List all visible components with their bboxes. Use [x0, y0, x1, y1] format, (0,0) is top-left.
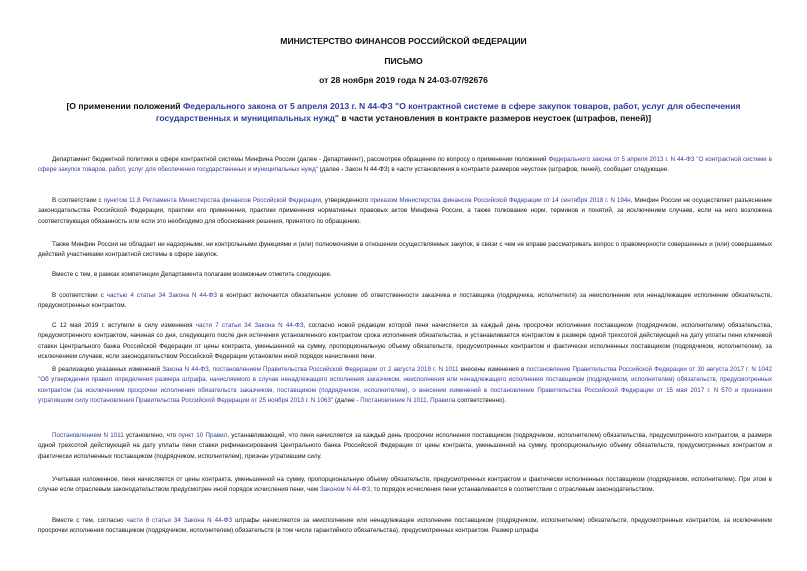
document-date-number: от 28 ноября 2019 года N 24-03-07/92676 [319, 75, 488, 85]
article-34-part-4-link[interactable]: частью 4 статьи 34 Закона N 44-ФЗ [106, 292, 218, 299]
rules-item-10-link[interactable]: пункт 10 Правил [178, 432, 228, 439]
document-type: ПИСЬМО [384, 56, 423, 66]
law-44fz-ref-link[interactable]: Законом N 44-ФЗ [319, 486, 371, 494]
regulation-link[interactable]: пунктом 11.8 Регламента Министерства финансов Российской Федерации [103, 197, 322, 204]
order-194n-link[interactable]: приказом Министерства финансов Российской Федерации от 14 сентября 2018 г. N 194н [370, 197, 631, 204]
document-title: [О применении положений Федерального закона от 5 апреля 2013 г. N 44-ФЗ "О контрактной системе в сфере закупок товаров, работ, услуг для обеспечения государственных и муниципальных нужд" в части установления в контракте размеров неустоек (штрафов, пеней)] [66, 101, 741, 123]
resolution-1011-ref-link[interactable]: Постановлением N 1011 [52, 432, 124, 439]
resolution-1011-link[interactable]: постановлением Правительства Российской Федерации от 2 августа 2019 г. N 1011 [212, 366, 459, 373]
paragraph-8: Постановлением N 1011 установлено, что пункт 10 Правил, устанавливающий, что пеня начисляется за каждый день просрочки исполнения поставщиком (подрядчиком, исполнителем) обязательства, предусмотренного контрактом, в размере одной трехсотой действующей на дату уплаты пени ставки рефинансирования Центрального банка Российской Федерации от цены контракта, уменьшенной на сумму, пропорциональную объему обязательств, предусмотренных контрактом и фактически исполненных поставщиком (подрядчиком, исполнителем), признан утратившим силу. [38, 432, 772, 460]
paragraph-6: С 12 мая 2019 г. вступили в силу изменения части 7 статьи 34 Закона N 44-ФЗ, согласно новой редакции которой пеня начисляется за каждый день просрочки исполнения поставщиком (подрядчиком, исполнителем) обязательства, предусмотренного контрактом, начиная со дня, следующего после дня истечения установленного контрактом срока исполнения обязательства, и устанавливается контрактом в размере одной трехсотой действующей на дату уплаты пени ключевой ставки Центрального банка Российской Федерации от цены контракта, уменьшенной на сумму, пропорциональную объему обязательств, предусмотренных контрактом и фактически исполненных поставщиком (подрядчиком, исполнителем), за исключением случаев, если законодательством Российской Федерации установлен иной порядок начисления пени. [38, 322, 772, 360]
paragraph-3: Также Минфин России не обладает ни надзорными, ни контрольными функциями и (или) полномочиями в отношении осуществляемых закупок, в связи с чем не вправе рассматривать вопрос о правомерности совершенных и (или) совершаемых действий участниками контрактной системы в сфере закупок. [38, 241, 772, 259]
ministry-heading: МИНИСТЕРСТВО ФИНАНСОВ РОССИЙСКОЙ ФЕДЕРАЦИИ [280, 36, 527, 46]
paragraph-5: В соответствии с частью 4 статьи 34 Закона N 44-ФЗ в контракт включается обязательное условие об ответственности заказчика и поставщика (подрядчика, исполнителя) за неисполнение или ненадлежащее исполнение обязательств, предусмотренных контрактом. [38, 292, 772, 310]
article-34-part-7-link[interactable]: части 7 статьи 34 Закона N 44-ФЗ [195, 322, 304, 329]
paragraph-1: Департамент бюджетной политики в сфере контрактной системы Минфина России (далее - Департамент), рассмотрев обращение по вопросу о применении положений Федерального закона от 5 апреля 2013 г. N 44-ФЗ "О контрактной системе в сфере закупок товаров, работ, услуг для обеспечения государственных и муниципальных нужд" (далее - Закон N 44-ФЗ) в части установления в контракте размеров неустоек (штрафов, пеней), сообщает следующее. [38, 156, 772, 174]
article-34-part-8-link[interactable]: части 8 статьи 34 Закона N 44-ФЗ [126, 517, 233, 524]
paragraph-2: В соответствии с пунктом 11.8 Регламента Министерства финансов Российской Федерации, утвержденного приказом Министерства финансов Российской Федерации от 14 сентября 2018 г. N 194н, Минфин России не осуществляет разъяснение законодательства Российской Федерации, практики его применения, практики применения нормативных правовых актов Минфина России, а также толкование норм, терминов и понятий, за исключением случаев, если на него возложена соответствующая обязанность или если это необходимо для обоснования решения, принятого по обращению. [38, 197, 773, 225]
rules-link[interactable]: Правила [430, 396, 456, 404]
law-44fz-short-link[interactable]: Закона N 44-ФЗ [162, 366, 209, 373]
paragraph-7: В реализацию указанных изменений Закона N 44-ФЗ, постановлением Правительства Российской Федерации от 2 августа 2019 г. N 1011 внесены изменения в постановление Правительства Российской Федерации от 30 августа 2017 г. N 1042 "Об утверждении правил определения размера штрафа, начисляемого в случае ненадлежащего исполнения заказчиком, неисполнения или ненадлежащего исполнения поставщиком (подрядчиком, исполнителем) обязательств, предусмотренных контрактом (за исключением просрочки исполнения обязательств заказчиком, поставщиком (подрядчиком, исполнителем), о внесении изменений в постановление Правительства Российской Федерации от 15 мая 2017 г. N 570 и признании утратившим силу постановления Правительства Российской Федерации от 25 ноября 2013 г. N 1063" (далее - Постановление N 1011, Правила соответственно). [38, 366, 772, 404]
paragraph-10: Вместе с тем, согласно части 8 статьи 34 Закона N 44-ФЗ штрафы начисляются за неисполнение или ненадлежащее исполнение поставщиком (подрядчиком, исполнителем) обязательств, предусмотренных контрактом, за исключением просрочки исполнения поставщиком (подрядчиком, исполнителем) обязательств (в том числе гарантийного обязательства), предусмотренных контрактом. Размер штрафа [38, 517, 772, 535]
law-44fz-link[interactable]: Федерального закона от 5 апреля 2013 г. N 44-ФЗ "О контрактной системе в сфере закупок товаров, работ, услуг для обеспечения государственных и муниципальных нужд" [38, 156, 772, 174]
resolution-1042-link[interactable]: постановление Правительства Российской Федерации от 30 августа 2017 г. N 1042 "Об утверждении правил определения размера штрафа, начисляемого в случае ненадлежащего исполнения заказчиком, неисполнения или ненадлежащего исполнения поставщиком (подрядчиком, исполнителем) обязательств, предусмотренных контрактом (за исключением просрочки исполнения обязательств заказчиком, поставщиком (подрядчиком, исполнителем), о внесении изменений в постановление Правительства Российской Федерации от 15 мая 2017 г. N 570 и признании утратившим силу постановления Правительства Российской Федерации от 25 ноября 2013 г. N 1063" [38, 366, 772, 404]
paragraph-9: Учитывая изложенное, пеня начисляется от цены контракта, уменьшенной на сумму, пропорциональную объему обязательств, предусмотренных контрактом и фактически исполненных поставщиком (подрядчиком, исполнителем). При этом в случае если отраслевым законодательством предусмотрен иной порядок исчисления пени, чем Законом N 44-ФЗ, то порядок исчисления пени устанавливается в соответствии с отраслевым законодательством. [38, 476, 772, 494]
title-law-link[interactable]: Федерального закона от 5 апреля 2013 г. N 44-ФЗ "О контрактной системе в сфере закупок товаров, работ, услуг для обеспечения государственных и муниципальных нужд" [155, 101, 741, 123]
paragraph-4: Вместе с тем, в рамках компетенции Департамента полагаем возможным отметить следующее. [52, 271, 332, 278]
resolution-1011-short-link[interactable]: Постановление N 1011 [360, 396, 427, 404]
